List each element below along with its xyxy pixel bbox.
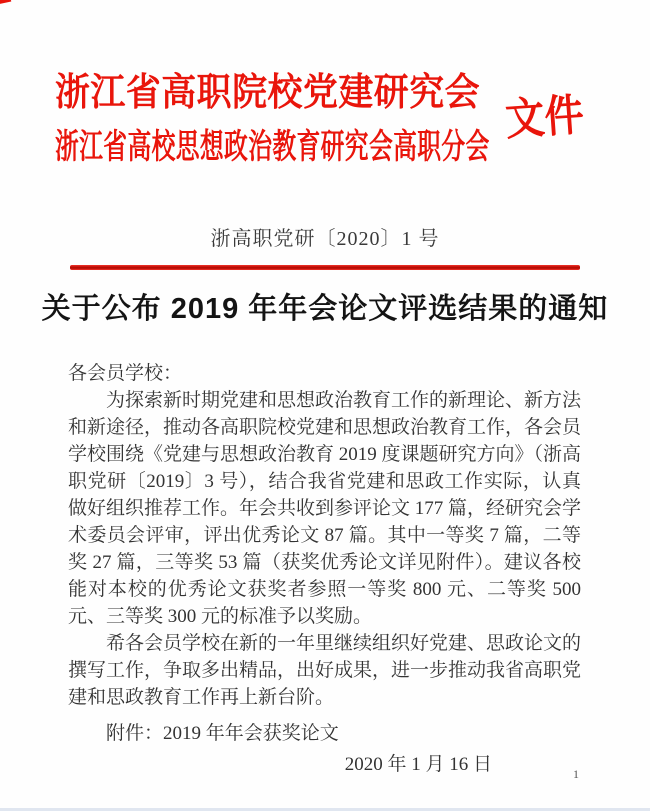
body-paragraph-2: 希各会员学校在新的一年里继续组织好党建、思政论文的撰写工作，争取多出精品，出好成果，进一步推动我省高职党建和思政教育工作再上新台阶。 [68, 633, 582, 708]
header-org-line2: 浙江省高校思想政治教育研究会高职分会 [55, 129, 490, 166]
document-title: 关于公布 2019 年年会论文评选结果的通知 [41, 293, 609, 325]
salutation: 各会员学校： [68, 363, 183, 384]
document-body [68, 360, 581, 778]
header-doc-type-label: 文件 [503, 90, 586, 145]
red-divider-rule [70, 265, 580, 270]
header-org-line1: 浙江省高职院校党建研究会 [55, 72, 481, 114]
page-number: 1 [573, 767, 579, 781]
date-line: 2020 年 1 月 16 日 [344, 754, 492, 775]
corner-scan-artifact [0, 0, 11, 4]
document-number: 浙高职党研〔2020〕1 号 [210, 228, 440, 250]
attachment-line: 附件：2019 年年会获奖论文 [106, 723, 339, 744]
body-paragraph-1: 为探索新时期党建和思想政治教育工作的新理论、新方法和新途径，推动各高职院校党建和思想政治教育工作，各会员学校围绕《党建与思想政治教育 2019 度课题研究方向》（浙高职党研〔2019〕3 号），结合我省党建和思政工作实际，认真做好组织推荐工作。年会共收到参评论文 177 篇，经研究会学术委员会评审，评出优秀论文 87 篇。其中一等奖 7 篇，二等奖 27 篇，三等奖 53 篇（获奖优秀论文详见附件）。建议各校能对本校的优秀论文获奖者参照一等奖 800 元、二等奖 500 元、三等奖 300 元的标准予以奖励。 [68, 390, 582, 627]
